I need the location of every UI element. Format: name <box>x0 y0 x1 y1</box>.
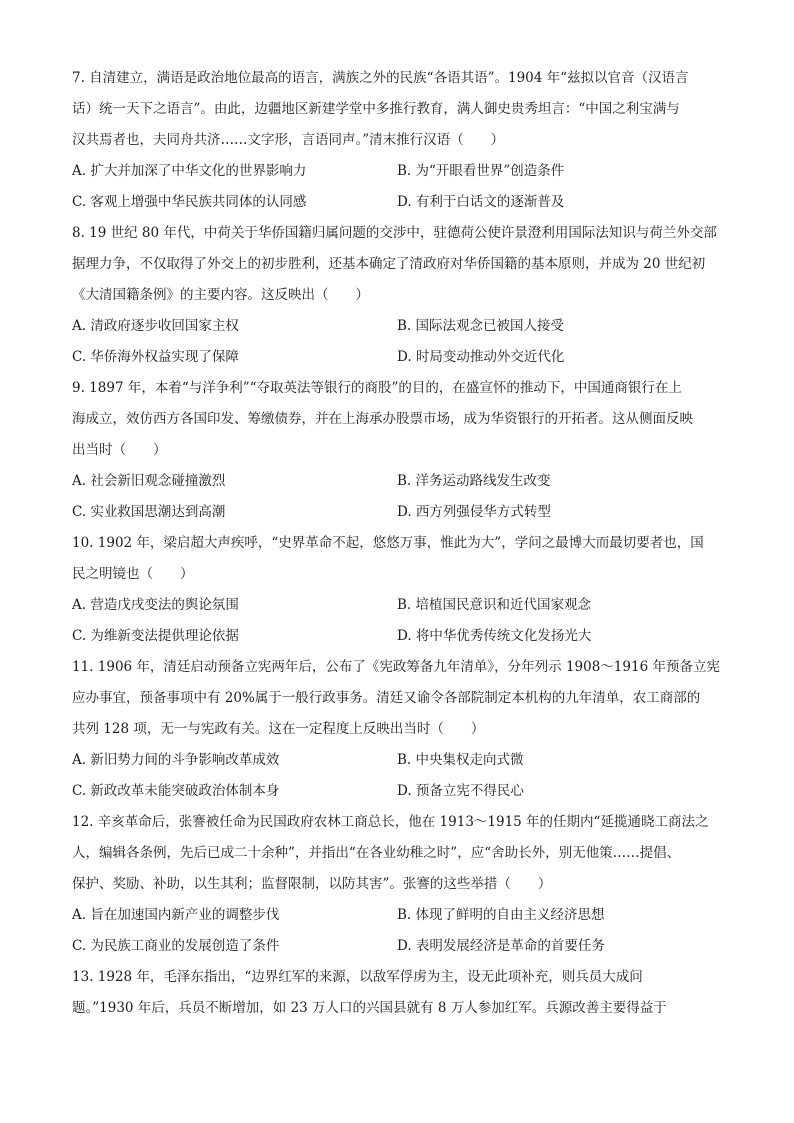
options-row <box>72 900 724 931</box>
options-row <box>72 156 724 187</box>
option-d[interactable]: D. 时局变动推动外交近代化 <box>397 349 565 365</box>
option-c[interactable]: C. 为民族工商业的发展创造了条件 <box>72 938 280 954</box>
option-c[interactable]: C. 实业救国思潮达到高潮 <box>72 504 226 520</box>
exam-page <box>72 63 724 1024</box>
option-a[interactable]: A. 新旧势力间的斗争影响改革成效 <box>72 752 280 768</box>
question-text: 话）统一天下之语言”。由此，边疆地区新建学堂中多推行教育，满人御史贵秀坦言：“中国之利宝满与 <box>72 101 680 117</box>
option-d[interactable]: D. 表明发展经济是革命的首要任务 <box>397 938 605 954</box>
question-11 <box>72 652 724 807</box>
option-c[interactable]: C. 新政改革未能突破政治体制本身 <box>72 783 280 799</box>
question-text: 海成立，效仿西方各国印发、筹缴债券，并在上海承办股票市场，成为华资银行的开拓者。这从侧面反映 <box>72 411 693 427</box>
option-d[interactable]: D. 西方列强侵华方式转型 <box>397 504 551 520</box>
option-c[interactable]: C. 为维新变法提供理论依据 <box>72 628 239 644</box>
options-row <box>72 497 724 528</box>
options-row <box>72 590 724 621</box>
option-a[interactable]: A. 清政府逐步收回国家主权 <box>72 318 239 334</box>
option-c[interactable]: C. 华侨海外权益实现了保障 <box>72 349 239 365</box>
question-9 <box>72 373 724 528</box>
options-row <box>72 776 724 807</box>
option-b[interactable]: B. 为“开眼看世界”创造条件 <box>397 163 565 179</box>
option-a[interactable]: A. 营造戊戌变法的舆论氛围 <box>72 597 239 613</box>
question-text: 共列 128 项，无一与宪政有关。这在一定程度上反映出当时（ ） <box>72 721 485 737</box>
options-row <box>72 745 724 776</box>
option-a[interactable]: A. 社会新旧观念碰撞激烈 <box>72 473 226 489</box>
question-text: 题。”1930 年后，兵员不断增加，如 23 万人口的兴国县就有 8 万人参加红军。兵源改善主要得益于 <box>72 1000 667 1016</box>
options-row <box>72 621 724 652</box>
option-b[interactable]: B. 洋务运动路线发生改变 <box>397 473 551 489</box>
question-13 <box>72 962 724 1024</box>
options-row <box>72 187 724 218</box>
option-b[interactable]: B. 培植国民意识和近代国家观念 <box>397 597 592 613</box>
option-c[interactable]: C. 客观上增强中华民族共同体的认同感 <box>72 194 307 210</box>
question-10 <box>72 528 724 652</box>
question-text: 据理力争，不仅取得了外交上的初步胜利，还基本确定了清政府对华侨国籍的基本原则，并成为 20 世纪初 <box>72 256 706 272</box>
options-row <box>72 931 724 962</box>
question-text: 11. 1906 年，清廷启动预备立宪两年后，公布了《宪政筹备九年清单》，分年列示 1908～1916 年预备立宪 <box>72 659 720 675</box>
question-text: 12. 辛亥革命后，张謇被任命为民国政府农林工商总长，他在 1913～1915 年的任期内“延揽通晓工商法之 <box>72 814 709 830</box>
question-text: 汉共焉者也，夫同舟共济……文字形，言语同声。”清末推行汉语（ ） <box>72 132 505 148</box>
question-12 <box>72 807 724 962</box>
question-text: 应办事宜，预备事项中有 20%属于一般行政事务。清廷又谕令各部院制定本机构的九年清单，农工商部的 <box>72 690 701 706</box>
option-a[interactable]: A. 旨在加速国内新产业的调整步伐 <box>72 907 280 923</box>
question-text: 出当时（ ） <box>72 442 167 458</box>
question-text: 《大清国籍条例》的主要内容。这反映出（ ） <box>72 287 369 303</box>
options-row <box>72 311 724 342</box>
option-a[interactable]: A. 扩大并加深了中华文化的世界影响力 <box>72 163 307 179</box>
question-text: 9. 1897 年，本着“与洋争利”“夺取英法等银行的商股”的目的，在盛宣怀的推动下，中国通商银行在上 <box>72 380 682 396</box>
option-d[interactable]: D. 将中华优秀传统文化发扬光大 <box>397 628 592 644</box>
options-row <box>72 342 724 373</box>
question-8 <box>72 218 724 373</box>
question-text: 13. 1928 年，毛泽东指出，“边界红军的来源，以敌军俘虏为主，设无此项补充，则兵员大成问 <box>72 969 643 985</box>
option-b[interactable]: B. 体现了鲜明的自由主义经济思想 <box>397 907 605 923</box>
question-text: 民之明镜也（ ） <box>72 566 194 582</box>
option-d[interactable]: D. 有利于白话文的逐渐普及 <box>397 194 565 210</box>
question-7 <box>72 63 724 218</box>
option-d[interactable]: D. 预备立宪不得民心 <box>397 783 524 799</box>
question-text: 7. 自清建立，满语是政治地位最高的语言，满族之外的民族“各语其语”。1904 年“兹拟以官音（汉语言 <box>72 70 689 86</box>
question-text: 10. 1902 年，梁启超大声疾呼，“史界革命不起，悠悠万事，惟此为大”，学问之最博大而最切要者也，国 <box>72 535 704 551</box>
options-row <box>72 466 724 497</box>
question-text: 人，编辑各条例，先后已成二十余种”，并指出“在各业幼稚之时”，应“舍助长外，别无他策……提倡、 <box>72 845 681 861</box>
option-b[interactable]: B. 中央集权走向式微 <box>397 752 524 768</box>
question-text: 保护、奖励、补助，以生其利；监督限制，以防其害”。张謇的这些举措（ ） <box>72 876 552 892</box>
question-text: 8. 19 世纪 80 年代，中荷关于华侨国籍归属问题的交涉中，驻德荷公使许景澄利用国际法知识与荷兰外交部 <box>72 225 717 241</box>
option-b[interactable]: B. 国际法观念已被国人接受 <box>397 318 565 334</box>
